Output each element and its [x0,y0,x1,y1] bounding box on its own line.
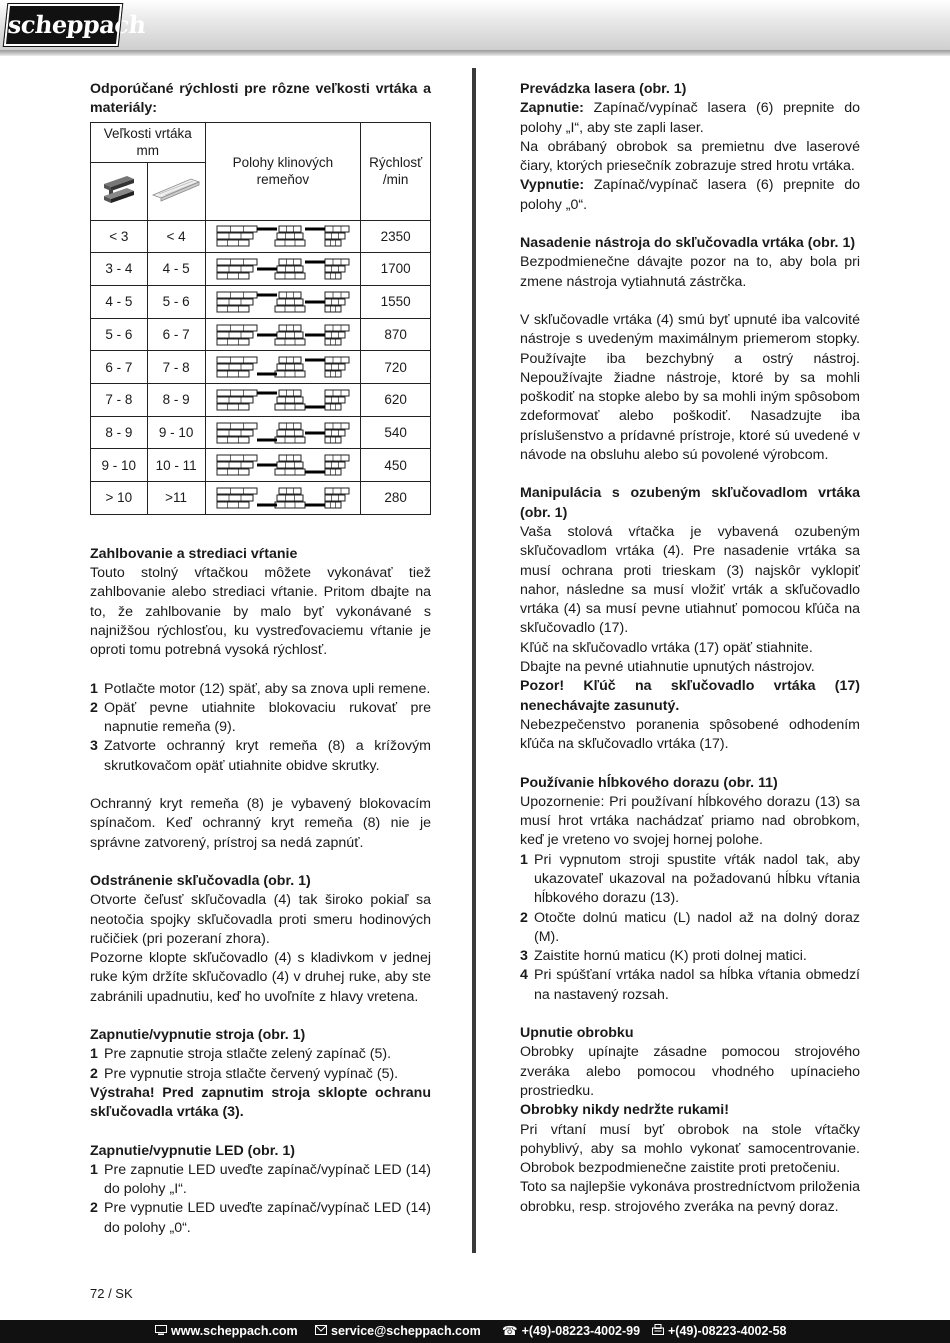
speed-cell: 2350 [361,220,431,253]
clamp-text: Obrobky upínajte zásadne pomocou strojového zveráka alebo pomocou vhodného upínacieho prostriedku. [520,1044,860,1099]
belt-position-diagram [205,220,361,253]
wood-size-cell: >11 [147,482,205,515]
countersink-text: Touto stolný vŕtačkou môžete vykonávať tiež zahlbovanie alebo strediaci vŕtanie. Pritom dbajte na to, že zahlbovanie by malo byť vykonávané s najnižšou rýchlosťou, ku vystreďovaciemu vŕtanie je oproti tomu potrebná vysoká rýchlosť. [90,565,431,659]
steel-size-cell: 7 - 8 [91,384,148,417]
wood-size-cell: 5 - 6 [147,285,205,318]
list-item: 2 Otočte dolnú maticu (L) nadol až na dolný doraz (M). [520,909,860,945]
header-drill-sizes: Veľkosti vrtáka mm [91,122,206,162]
belt-position-diagram [205,384,361,417]
steel-size-cell: < 3 [91,220,148,253]
speed-cell: 620 [361,384,431,417]
belt-position-diagram [205,449,361,482]
list-item: 4 Pri spúšťaní vrtáka nadol sa hĺbka vŕtania obmedzí na nastavený rozsah. [520,967,860,1003]
belt-position-diagram [205,416,361,449]
speed-cell: 540 [361,416,431,449]
section-title-clamping: Upnutie obrobku [520,1025,634,1042]
onoff-warning: Výstraha! Pred zapnutim stroja sklopte ochranu skľučovadla vrtáka (3). [90,1084,431,1121]
belt-position-diagram [205,253,361,286]
list-item: 1 Pre zapnutie stroja stlačte zelený zapínač (5). [90,1046,392,1063]
wood-size-cell: 8 - 9 [147,384,205,417]
steel-size-cell: > 10 [91,482,148,515]
table-row [91,416,431,449]
belt-position-diagram [205,285,361,318]
chuck-removal-text: Otvorte čeľusť skľučovadla (4) tak široko pokiaľ sa neotočia spojky skľučovadla proti smeru hodinových ručičiek (pri pozeraní zhora). [90,892,431,947]
list-item: 3 Zatvorte ochranný kryt remeňa (8) a krížovým skrutkovačom opäť utiahnite obidve skrutky. [90,738,431,774]
table-row [91,449,431,482]
laser-off-text: Vypnutie: Zapínač/vypínač lasera (6) prepnite do polohy „0“. [520,177,860,213]
section-title-depth-stop: Používanie hĺbkového dorazu (obr. 11) [520,774,778,791]
list-item: 1 Potlačte motor (12) späť, aby sa znova upli remene. [90,680,431,697]
footer-email[interactable]: service@scheppach.com [315,1320,481,1343]
laser-on-text: Zapnutie: Zapínač/vypínač lasera (6) prepnite do polohy „I“, aby ste zapli laser. [520,100,860,136]
list-item: 2 Pre vypnutie LED uveďte zapínač/vypínač LED (14) do polohy „0“. [90,1200,431,1236]
belt-position-diagram [205,482,361,515]
section-title-gear-chuck: Manipulácia s ozubeným skľučovadlom vrtáka (obr. 1) [520,485,860,521]
steel-size-cell: 5 - 6 [91,318,148,351]
footer-phone[interactable]: ☎ +(49)-08223-4002-99 [502,1320,640,1343]
footer-web[interactable]: www.scheppach.com [155,1320,298,1343]
header-speed: Rýchlosť /min [361,122,431,220]
left-column [90,80,431,1238]
right-column [520,80,860,1217]
belt-position-diagram [205,351,361,384]
section-title-chuck-removal: Odstránenie skľučovadla (obr. 1) [90,872,311,889]
gear-text: Kľúč na skľučovadlo vrtáka (17) opäť stiahnite. [520,639,813,656]
list-item: 1 Pre zapnutie LED uveďte zapínač/vypínač LED (14) do polohy „I“. [90,1161,431,1198]
gear-text: Dbajte na pevné utiahnutie upnutých nástrojov. [520,659,815,676]
gear-text: Vaša stolová vŕtačka je vybavená ozubeným skľučovadlom vrtáka (4). Pre nasadenie vrtáka sa musí ochrana proti trieskam (3) najskôr vyklopiť nahor, následne sa musí vložiť vrták a skľučovadlo vrtáka (4) sa musí pevne utiahnuť pomocou kľúča na skľučovadlo (17). [520,523,860,637]
gear-warning: Pozor! Kľúč na skľučovadlo vrtáka (17) nenechávajte zasunutý. [520,678,860,714]
footer-fax[interactable]: +(49)-08223-4002-58 [652,1320,787,1343]
laser-mid-text: Na obrábaný obrobok sa premietnu dve laserové čiary, ktorých priesečník zobrazuje stred hrotu vrtáka. [520,138,860,175]
list-item: 3 Zaistite hornú maticu (K) proti dolnej matici. [520,948,807,965]
table-row [91,384,431,417]
wood-size-cell: 6 - 7 [147,318,205,351]
speed-cell: 1700 [361,253,431,286]
table-row [91,253,431,286]
list-item: 2 Pre vypnutie stroja stlačte červený vypínač (5). [90,1065,399,1082]
wood-size-cell: 9 - 10 [147,416,205,449]
table-row [91,318,431,351]
table-row [91,351,431,384]
chuck-removal-text: Pozorne klopte skľučovadlo (4) s kladivkom v jednej ruke kým držíte skľučovadlo (4) v druhej ruke, aby ste zabránili upadnutiu, keď ho uvoľníte z hlavy vretena. [90,950,431,1005]
table-row [91,285,431,318]
steel-size-cell: 3 - 4 [91,253,148,286]
header-belt-positions: Polohy klinových remeňov [205,122,361,220]
footer-bar [0,1320,950,1343]
tool-text: Bezpodmienečne dávajte pozor na to, aby bola pri zmene nástroja vytiahnutá zástrčka. [520,254,860,290]
envelope-icon [315,1320,327,1343]
depth-text: Upozornenie: Pri používaní hĺbkového dorazu (13) sa musí hrot vrtáka nachádzať priamo nad obrobkom, keď je vreteno vo svojej hornej polohe. [520,793,860,849]
clamp-text: Toto sa najlepšie vykonáva prostredníctvom priloženia obrobku, resp. strojového zveráka na pevný doraz. [520,1179,860,1215]
belt-position-diagram [205,318,361,351]
speed-cell: 720 [361,351,431,384]
clamp-text: Pri vŕtaní musí byť obrobok na stole vŕtačky pohyblivý, aby sa mohlo vykonať samocentrovanie. Obrobok bezpodmienečne zaistite proti pretočeniu. [520,1121,860,1177]
wood-size-cell: 10 - 11 [147,449,205,482]
list-item: 1 Pri vypnutom stroji spustite vŕták nadol tak, aby ukazovateľ ukazoval na požadovanú hĺbku vŕtania hĺbkového dorazu (13). [520,851,860,907]
header-rule [0,50,950,56]
guard-text: Ochranný kryt remeňa (8) je vybavený blokovacím spínačom. Keď ochranný kryt remeňa (8) nie je správne zatvorený, prístroj sa nedá zapnúť. [90,796,431,851]
page-number: 72 / SK [90,1286,133,1301]
section-title-tool: Nasadenie nástroja do skľučovadla vrtáka (obr. 1) [520,235,856,252]
phone-icon: ☎ [502,1324,518,1338]
speed-cell: 450 [361,449,431,482]
list-item: 2 Opäť pevne utiahnite blokovaciu rukovať pre napnutie remeňa (9). [90,699,431,736]
table-row [91,482,431,515]
gear-text: Nebezpečenstvo poranenia spôsobené odhodením kľúča na skľučovadlo vrtáka (17). [520,716,860,753]
monitor-icon [155,1320,167,1343]
section-title-onoff: Zapnutie/vypnutie stroja (obr. 1) [90,1027,306,1044]
fax-icon [652,1320,664,1343]
steel-beam-icon [91,162,148,220]
speed-cell: 280 [361,482,431,515]
section-title-led: Zapnutie/vypnutie LED (obr. 1) [90,1142,295,1159]
section-title-laser: Prevádzka lasera (obr. 1) [520,81,687,97]
wood-size-cell: 4 - 5 [147,253,205,286]
tool-text: V skľučovadle vrtáka (4) smú byť upnuté iba valcovité nástroje s uvedeným maximálnym priemerom stopky. Používajte iba bezchybný a ostrý nástroj. Nepoužívajte žiadne nástroje, ktoré by sa mohli poškodiť na stopke alebo by sa mohli iným spôsobom zdeformovať alebo poškodiť. Nasadzujte iba príslušenstvo a prídavné prístroje, ktoré sú uvedené v návode na obsluhu alebo sú povolené výrobcom. [520,311,860,464]
steel-size-cell: 9 - 10 [91,449,148,482]
steel-size-cell: 4 - 5 [91,285,148,318]
clamp-warning: Obrobky nikdy nedržte rukami! [520,1102,729,1119]
wood-size-cell: < 4 [147,220,205,253]
brand-logo: scheppach [4,4,122,46]
speed-cell: 870 [361,318,431,351]
wood-size-cell: 7 - 8 [147,351,205,384]
wood-plank-icon [147,162,205,220]
steel-size-cell: 6 - 7 [91,351,148,384]
table-row [91,220,431,253]
speed-table [90,122,431,515]
steel-size-cell: 8 - 9 [91,416,148,449]
table-title: Odporúčané rýchlosti pre rôzne veľkosti vrtáka a materiály: [90,81,431,117]
speed-cell: 1550 [361,285,431,318]
section-title-countersink: Zahlbovanie a strediaci vŕtanie [90,545,298,562]
column-divider [472,68,476,1253]
